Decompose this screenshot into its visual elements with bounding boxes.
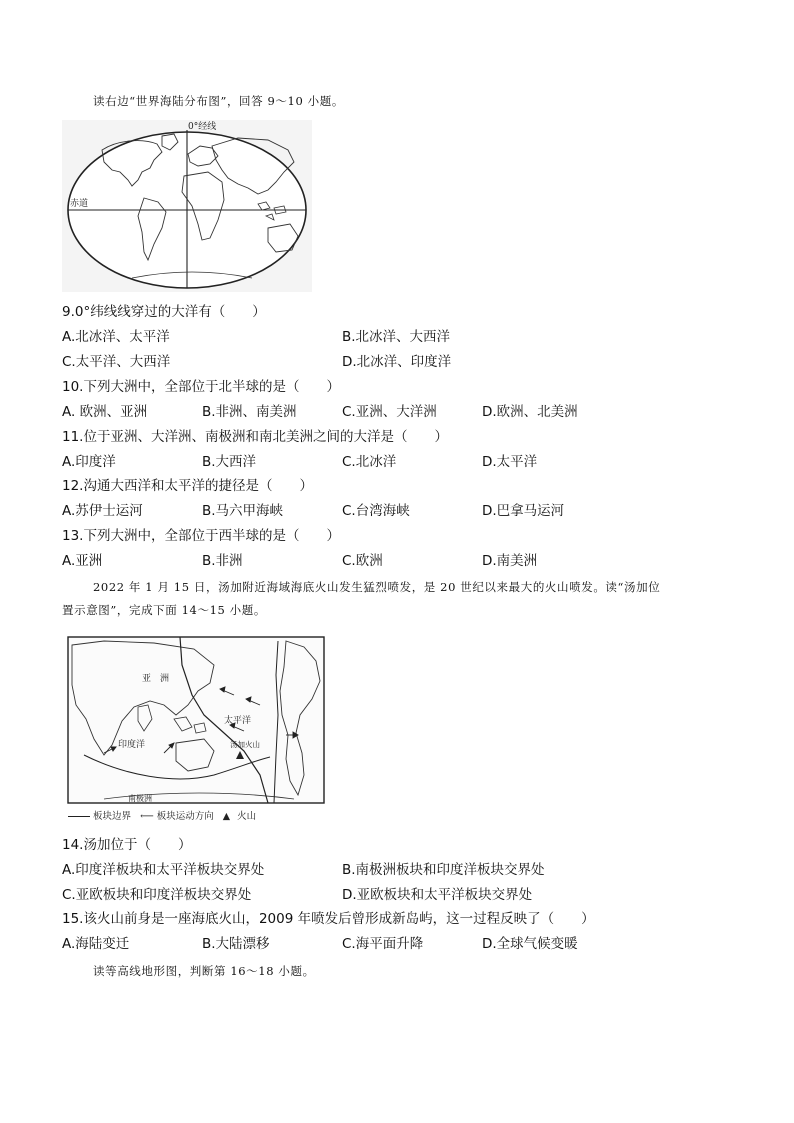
asia-label: 亚 洲 (142, 674, 170, 684)
option-14c[interactable]: C.亚欧板块和印度洋板块交界处 (62, 887, 252, 903)
map-legend (68, 808, 256, 822)
legend-volcano-text: 火山 (237, 811, 257, 822)
option-11b[interactable]: B.大西洋 (202, 454, 257, 470)
question-9: 9.0°纬线线穿过的大洋有（ ） (62, 304, 266, 320)
option-9b[interactable]: B.北冰洋、大西洋 (342, 329, 451, 345)
option-14b[interactable]: B.南极洲板块和印度洋板块交界处 (342, 862, 545, 878)
question-12: 12.沟通大西洋和太平洋的捷径是（ ） (62, 478, 313, 494)
boundary-legend-icon (68, 816, 90, 817)
option-12a[interactable]: A.苏伊士运河 (62, 503, 143, 519)
option-9c[interactable]: C.太平洋、大西洋 (62, 354, 171, 370)
intro-text-3: 读等高线地形图，判断第 16～18 小题。 (93, 964, 315, 978)
arrow-left-icon: ⟵ (140, 811, 154, 822)
option-15d[interactable]: D.全球气候变暖 (482, 936, 578, 952)
option-12d[interactable]: D.巴拿马运河 (482, 503, 565, 519)
option-11a[interactable]: A.印度洋 (62, 454, 116, 470)
question-15: 15.该火山前身是一座海底火山，2009 年喷发后曾形成新岛屿，这一过程反映了（ ） (62, 911, 595, 927)
intro-text-2-line2: 置示意图”，完成下面 14～15 小题。 (62, 603, 266, 617)
option-11c[interactable]: C.北冰洋 (342, 454, 397, 470)
legend-motion-text: 板块运动方向 (156, 811, 214, 822)
option-14d[interactable]: D.亚欧板块和太平洋板块交界处 (342, 887, 533, 903)
option-9d[interactable]: D.北冰洋、印度洋 (342, 354, 452, 370)
option-14a[interactable]: A.印度洋板块和太平洋板块交界处 (62, 862, 265, 878)
option-15c[interactable]: C.海平面升降 (342, 936, 424, 952)
option-15a[interactable]: A.海陆变迁 (62, 936, 130, 952)
option-11d[interactable]: D.太平洋 (482, 454, 538, 470)
option-10a[interactable]: A. 欧洲、亚洲 (62, 404, 148, 420)
volcano-icon: ▲ (222, 811, 231, 822)
option-12b[interactable]: B.马六甲海峡 (202, 503, 284, 519)
option-13b[interactable]: B.非洲 (202, 553, 243, 569)
option-13c[interactable]: C.欧洲 (342, 553, 383, 569)
equator-label: 赤道 (70, 199, 89, 209)
option-15b[interactable]: B.大陆漂移 (202, 936, 270, 952)
world-land-sea-map (62, 120, 312, 292)
option-13a[interactable]: A.亚洲 (62, 553, 103, 569)
legend-boundary-text: 板块边界 (93, 811, 132, 822)
intro-text-1: 读右边“世界海陆分布图”，回答 9～10 小题。 (93, 94, 344, 108)
pacific-label: 太平洋 (224, 716, 252, 726)
question-13: 13.下列大洲中，全部位于西半球的是（ ） (62, 528, 340, 544)
question-14: 14.汤加位于（ ） (62, 837, 192, 853)
option-12c[interactable]: C.台湾海峡 (342, 503, 410, 519)
tonga-location-map (64, 635, 326, 807)
option-10b[interactable]: B.非洲、南美洲 (202, 404, 297, 420)
intro-text-2-line1: 2022 年 1 月 15 日，汤加附近海域海底火山发生猛烈喷发，是 20 世纪以来最大的火山喷发。读“汤加位 (93, 580, 661, 594)
question-10: 10.下列大洲中，全部位于北半球的是（ ） (62, 379, 340, 395)
indian-ocean-label: 印度洋 (118, 740, 146, 750)
antarctica-label: 南极洲 (128, 794, 152, 803)
tonga-volcano-label: 汤加火山 (230, 740, 260, 749)
option-10c[interactable]: C.亚洲、大洋洲 (342, 404, 437, 420)
option-13d[interactable]: D.南美洲 (482, 553, 538, 569)
meridian-label: 0°经线 (188, 122, 217, 132)
option-10d[interactable]: D.欧洲、北美洲 (482, 404, 578, 420)
option-9a[interactable]: A.北冰洋、太平洋 (62, 329, 170, 345)
question-11: 11.位于亚洲、大洋洲、南极洲和南北美洲之间的大洋是（ ） (62, 429, 448, 445)
